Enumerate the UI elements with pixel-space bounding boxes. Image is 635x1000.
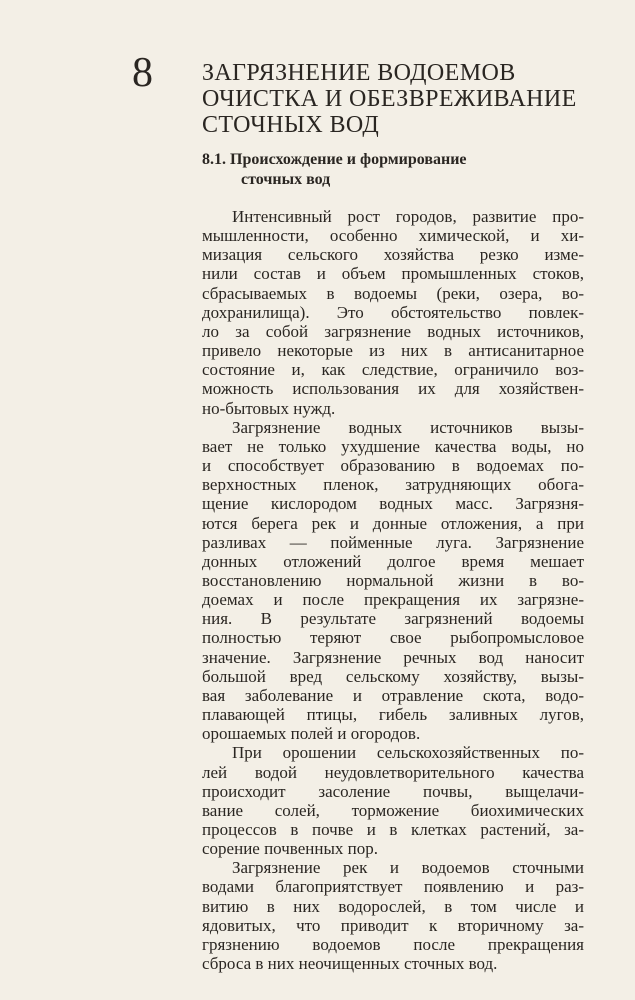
paragraph-line: сорение почвенных пор. bbox=[202, 839, 378, 859]
paragraph-line: мизация сельского хозяйства резко изме- bbox=[202, 245, 584, 265]
chapter-title bbox=[202, 60, 612, 138]
paragraph-line: разливах — пойменные луга. Загрязнение bbox=[202, 532, 584, 552]
paragraph-line: донных отложений долгое время мешает bbox=[202, 551, 584, 571]
paragraph-line: вание солей, торможение биохимических bbox=[202, 800, 584, 820]
paragraph-line: нили состав и объем промышленных стоков, bbox=[202, 264, 584, 284]
chapter-title-line: СТОЧНЫХ ВОД bbox=[202, 112, 380, 138]
paragraph-line: но-бытовых нужд. bbox=[202, 398, 336, 418]
paragraph-line: ния. В результате загрязнений водоемы bbox=[202, 609, 584, 629]
section-heading-line: 8.1. Происхождение и формирование bbox=[202, 151, 467, 168]
paragraph-line: сброса в них неочищенных сточных вод. bbox=[202, 954, 498, 974]
paragraph-line: Загрязнение рек и водоемов сточными bbox=[232, 858, 584, 878]
chapter-title-line: ОЧИСТКА И ОБЕЗВРЕЖИВАНИЕ bbox=[202, 86, 577, 112]
paragraph-line: Загрязнение водных источников вызы- bbox=[232, 417, 584, 437]
paragraph-line: Интенсивный рост городов, развитие про- bbox=[232, 207, 584, 226]
paragraph-line: состояние и, как следствие, ограничило воз- bbox=[202, 360, 584, 380]
paragraph-line: верхностных пленок, затрудняющих обога- bbox=[202, 475, 584, 495]
paragraph-line: водами благоприятствует появлению и раз- bbox=[202, 877, 584, 897]
paragraph-line: значение. Загрязнение речных вод наносит bbox=[202, 647, 584, 667]
paragraph-line: щение кислородом водных масс. Загрязня- bbox=[202, 494, 584, 514]
body-text bbox=[202, 207, 584, 973]
paragraph-line: и способствует образованию в водоемах по- bbox=[202, 456, 584, 476]
section-heading-line: сточных вод bbox=[241, 171, 331, 188]
paragraph-line: большой вред сельскому хозяйству, вызы- bbox=[202, 666, 584, 686]
paragraph-line: дохранилища). Это обстоятельство повлек- bbox=[202, 302, 584, 322]
paragraph-line: полностью теряют свое рыбопромысловое bbox=[202, 628, 584, 648]
section-heading bbox=[202, 150, 602, 190]
paragraph-line: вает не только ухудшение качества воды, но bbox=[202, 436, 584, 456]
paragraph-line: лей водой неудовлетворительного качества bbox=[202, 762, 584, 782]
paragraph-line: доемах и после прекращения их загрязне- bbox=[202, 590, 584, 610]
chapter-number: 8 bbox=[132, 50, 153, 96]
paragraph-line: грязнению водоемов после прекращения bbox=[202, 934, 584, 954]
paragraph-line: происходит засоление почвы, выщелачи- bbox=[202, 781, 584, 801]
paragraph-line: витию в них водорослей, в том числе и bbox=[202, 896, 584, 916]
paragraph-line: ло за собой загрязнение водных источников, bbox=[202, 321, 584, 341]
paragraph-line: привело некоторые из них в антисанитарное bbox=[202, 341, 584, 361]
paragraph-line: восстановлению нормальной жизни в во- bbox=[202, 570, 584, 590]
paragraph-line: сбрасываемых в водоемы (реки, озера, во- bbox=[202, 283, 584, 303]
paragraph-line: можность использования их для хозяйствен- bbox=[202, 379, 584, 399]
paragraph-line: процессов в почве и в клетках растений, за- bbox=[202, 820, 584, 839]
paragraph-line: плавающей птицы, гибель заливных лугов, bbox=[202, 705, 584, 725]
paragraph-line: ядовитых, что приводит к вторичному за- bbox=[202, 915, 584, 935]
paragraph-line: При орошении сельскохозяйственных по- bbox=[232, 743, 584, 763]
paragraph-line: вая заболевание и отравление скота, водо- bbox=[202, 685, 584, 705]
chapter-title-line: ЗАГРЯЗНЕНИЕ ВОДОЕМОВ bbox=[202, 60, 516, 86]
paragraph-line: ются берега рек и донные отложения, а при bbox=[202, 513, 584, 533]
paragraph-line: орошаемых полей и огородов. bbox=[202, 724, 421, 744]
paragraph-line: мышленности, особенно химической, и хи- bbox=[202, 226, 584, 246]
